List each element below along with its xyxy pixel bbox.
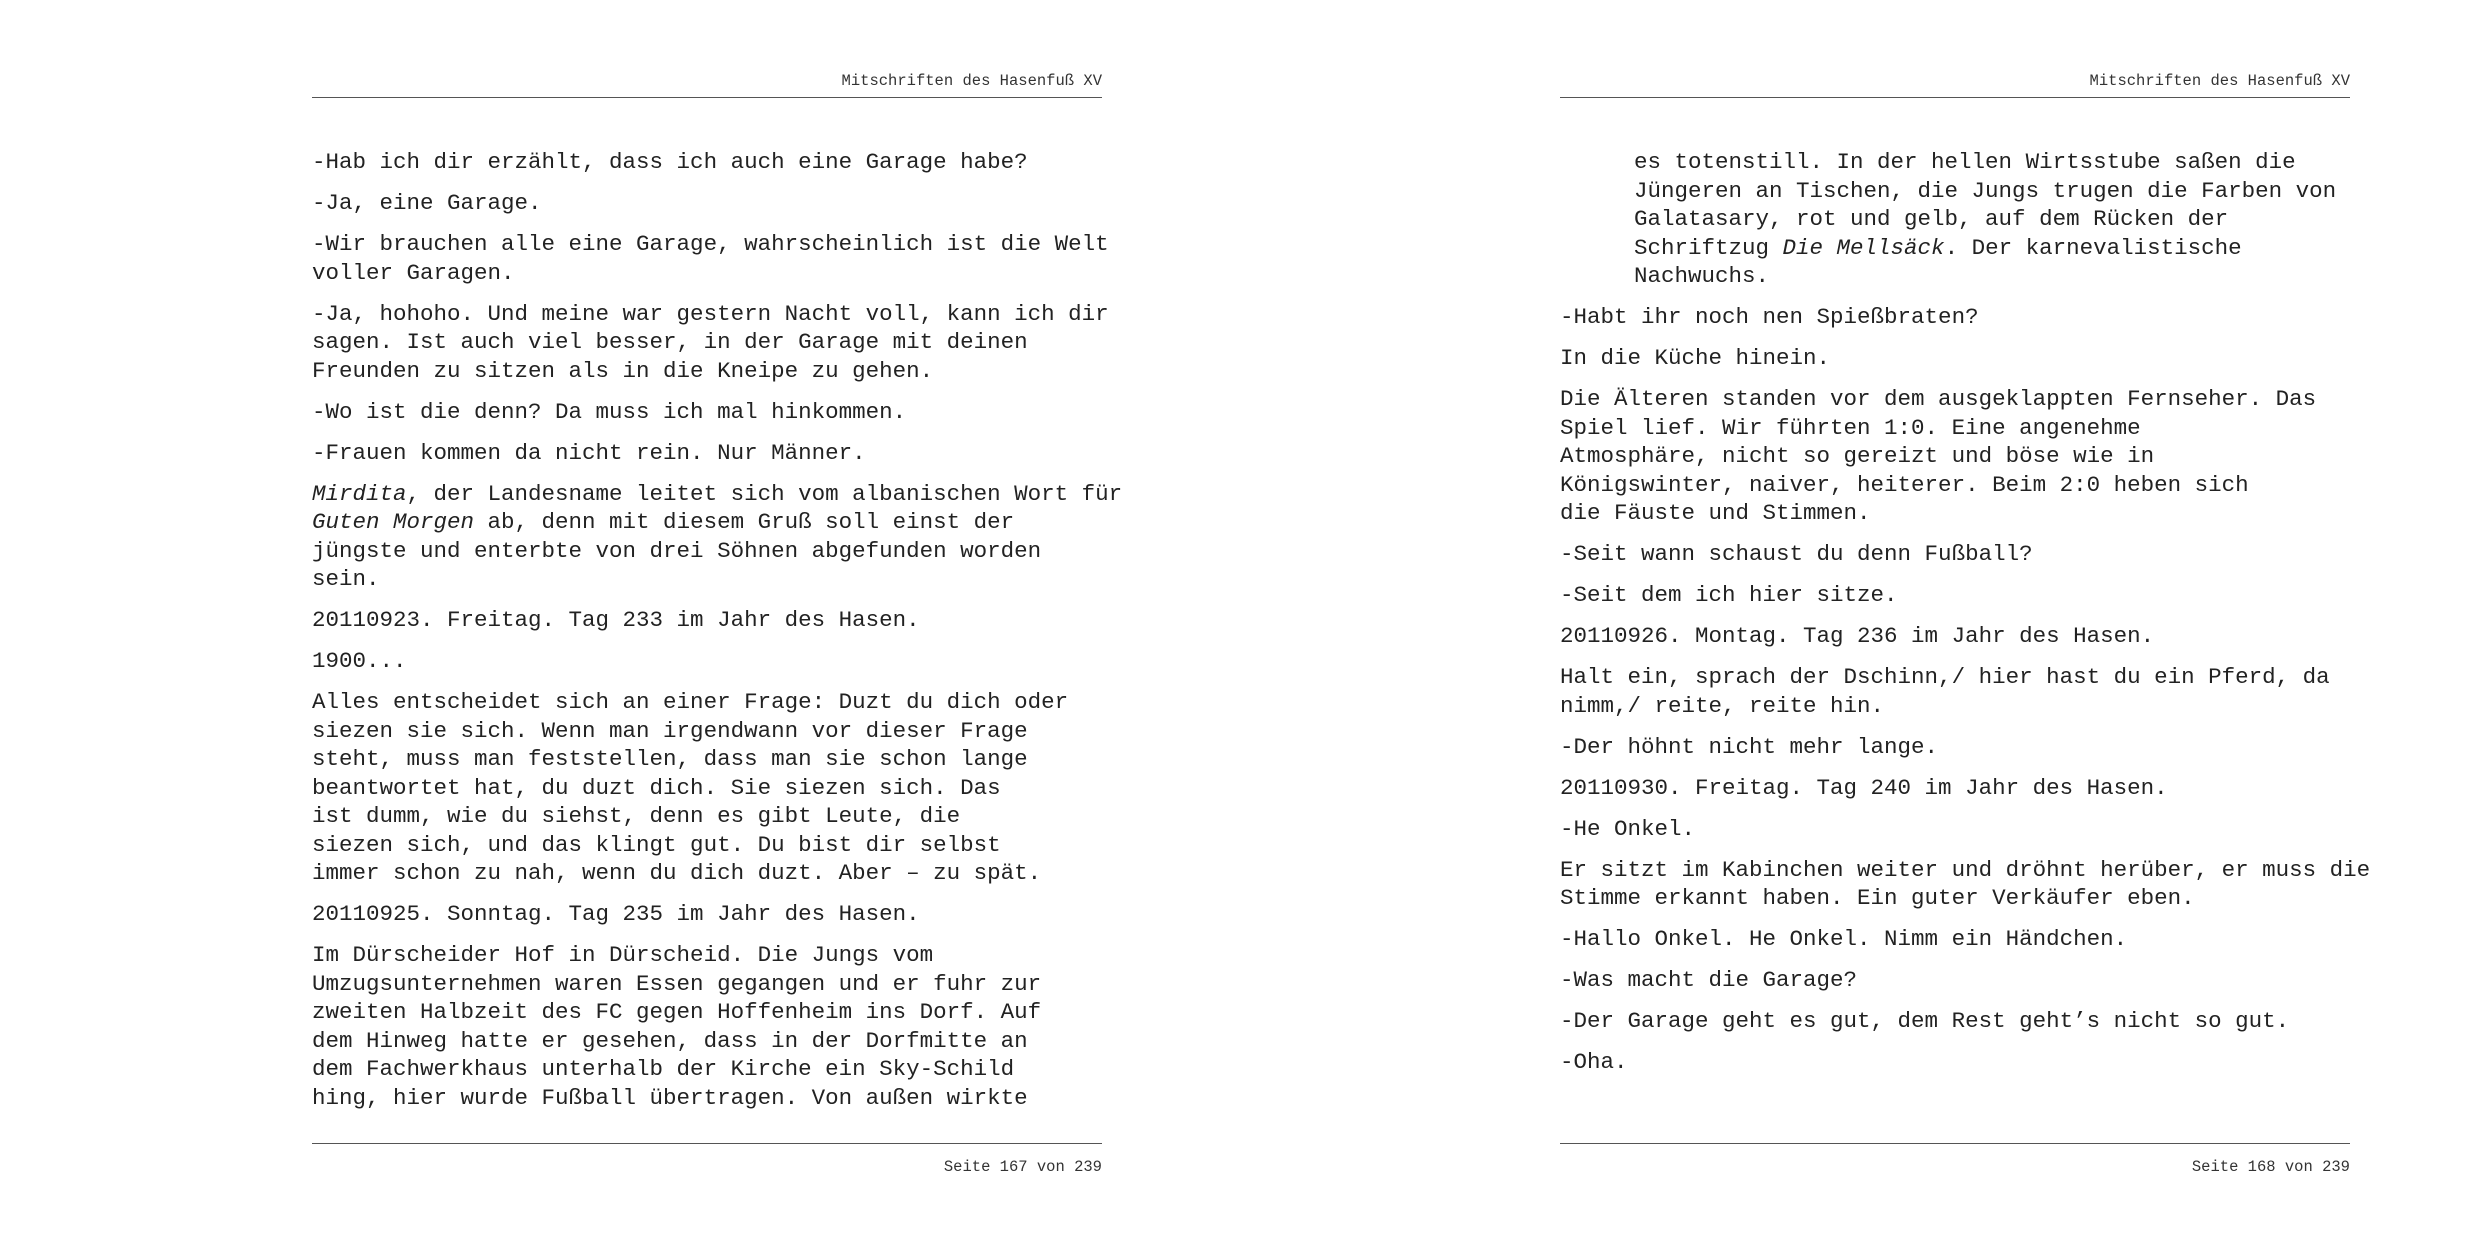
text-line [1560,385,2350,414]
header-rule [312,97,1102,98]
page-number: Seite 168 von 239 [2191,1158,2350,1176]
text-line [1560,774,2350,803]
text-segment: Schriftzug [1634,234,1783,261]
paragraph [312,230,1109,287]
text-line [312,745,1102,774]
text-line [312,802,1102,831]
text-line [312,970,1102,999]
page-left [312,0,1123,1240]
text-segment: jüngste und enterbte von drei Söhnen abgefunden worden [312,537,1042,564]
text-line [312,717,1102,746]
text-segment: Königswinter, naiver, heiterer. Beim 2:0 heben sich [1560,471,2249,498]
text-line [312,439,1102,468]
text-line [312,831,1102,860]
text-line [1560,581,2350,610]
page-right [1560,0,2371,1240]
text-segment: Galatasary, rot und gelb, auf dem Rücken der [1634,206,2229,232]
text-segment: dem Fachwerkhaus unterhalb der Kirche ein Sky-Schild [312,1056,1015,1082]
text-line [1560,1007,2350,1036]
italic-text: Die Mellsäck [1782,234,1945,261]
text-line [312,859,1102,888]
paragraph [312,688,1102,888]
text-segment: hing, hier wurde Fußball übertragen. Von außen wirkte [312,1084,1028,1111]
paragraph [312,439,1102,468]
text-segment: immer schon zu nah, wenn du dich duzt. Aber – zu spät. [312,860,1042,886]
text-line [312,1084,1102,1113]
text-line [312,1055,1102,1084]
text-line [312,998,1102,1027]
text-segment: -Was macht die Garage? [1560,967,1858,993]
page-body [312,148,1123,1125]
text-line [312,565,1102,594]
text-segment: dem Hinweg hatte er gesehen, dass in der Dorfmitte an [312,1027,1028,1054]
paragraph [1560,1007,2350,1036]
text-segment: beantwortet hat, du duzt dich. Sie siezen sich. Das [312,774,1001,801]
text-segment: 20110923. Freitag. Tag 233 im Jahr des Hasen. [312,607,920,633]
text-line [1560,925,2350,954]
text-line [312,941,1102,970]
text-line [1560,471,2350,500]
text-segment: steht, muss man feststellen, dass man sie schon lange [312,746,1028,772]
text-segment: . Der karnevalistische [1944,234,2242,261]
text-line [312,230,1109,259]
text-segment: -Ja, eine Garage. [312,190,542,216]
paragraph [312,398,1102,427]
text-line [1560,303,2350,332]
text-segment: 20110925. Sonntag. Tag 235 im Jahr des Hasen. [312,901,920,927]
text-line [312,606,1102,635]
text-segment: -Habt ihr noch nen Spießbraten? [1560,304,1979,330]
running-header: Mitschriften des Hasenfuß XV [841,72,1102,90]
page-number: Seite 167 von 239 [943,1158,1102,1176]
text-segment: -Hab ich dir erzählt, dass ich auch eine Garage habe? [312,149,1028,175]
paragraph [1560,581,2350,610]
text-line [312,148,1102,177]
text-line [1634,177,2350,206]
text-segment: -Wo ist die denn? Da muss ich mal hinkommen. [312,398,907,425]
paragraph [312,480,1123,594]
paragraph [312,606,1102,635]
paragraph [1560,856,2371,913]
paragraph [312,189,1102,218]
text-line [312,647,1102,676]
text-line [1560,344,2350,373]
footer-rule [312,1143,1102,1144]
text-segment: Spiel lief. Wir führten 1:0. Eine angenehme [1560,414,2141,441]
paragraph [312,647,1102,676]
text-segment: ab, denn mit diesem Gruß soll einst der [474,509,1015,535]
header-rule [1560,97,2350,98]
text-segment: Er sitzt im Kabinchen weiter und dröhnt herüber, er muss die [1560,856,2371,883]
paragraph [1560,925,2350,954]
text-segment: 1900... [312,648,407,674]
text-line [312,357,1102,386]
text-line [1560,692,2350,721]
text-segment: Im Dürscheider Hof in Dürscheid. Die Jungs vom [312,942,934,968]
text-segment: -Frauen kommen da nicht rein. Nur Männer. [312,439,866,466]
text-segment: Atmosphäre, nicht so gereizt und böse wie in [1560,443,2155,469]
text-segment: -He Onkel. [1560,815,1696,842]
text-segment: Stimme erkannt haben. Ein guter Verkäufer eben. [1560,885,2195,911]
text-line [1634,148,2350,177]
text-line [1560,815,2350,844]
text-line [1560,856,2371,885]
text-line [1560,663,2350,692]
paragraph [1560,774,2350,803]
text-segment: Umzugsunternehmen waren Essen gegangen und er fuhr zur [312,970,1042,997]
text-segment: zweiten Halbzeit des FC gegen Hoffenheim ins Dorf. Auf [312,999,1042,1025]
text-line [1560,884,2350,913]
text-line [1560,442,2350,471]
text-segment: Die Älteren standen vor dem ausgeklappten Fernseher. Das [1560,386,2317,412]
text-segment: Nachwuchs. [1634,263,1770,289]
text-segment: Freunden zu sitzen als in die Kneipe zu gehen. [312,357,934,384]
text-line [312,900,1102,929]
page-body [1560,148,2371,1089]
text-line [1634,205,2350,234]
text-line [312,259,1102,288]
text-segment: -Der höhnt nicht mehr lange. [1560,733,1939,760]
text-line [312,189,1102,218]
text-line [1560,733,2350,762]
text-segment: nimm,/ reite, reite hin. [1560,692,1885,719]
paragraph [1560,344,2350,373]
paragraph [1560,1048,2350,1077]
paragraph [312,900,1102,929]
italic-text: Guten Morgen [312,509,475,535]
paragraph [1560,540,2350,569]
text-segment: 20110930. Freitag. Tag 240 im Jahr des Hasen. [1560,774,2168,801]
text-segment: -Oha. [1560,1049,1628,1075]
text-line [1560,622,2350,651]
text-line [312,398,1102,427]
paragraph [1560,663,2350,720]
text-segment: siezen sich, und das klingt gut. Du bist dir selbst [312,831,1001,858]
text-line [1634,262,2350,291]
running-header: Mitschriften des Hasenfuß XV [2089,72,2350,90]
text-segment: voller Garagen. [312,259,515,286]
text-segment: -Wir brauchen alle eine Garage, wahrscheinlich ist die Welt [312,231,1109,257]
text-segment: die Fäuste und Stimmen. [1560,500,1871,526]
paragraph [1560,733,2350,762]
paragraph [312,148,1102,177]
text-segment: Alles entscheidet sich an einer Frage: Duzt du dich oder [312,689,1069,715]
paragraph [312,300,1109,386]
footer-rule [1560,1143,2350,1144]
text-line [312,688,1102,717]
text-segment: sagen. Ist auch viel besser, in der Garage mit deinen [312,329,1028,355]
paragraph [1560,303,2350,332]
text-line [312,537,1102,566]
paragraph-continued [1560,148,2350,291]
text-line [312,1027,1102,1056]
text-segment: -Seit dem ich hier sitze. [1560,582,1898,608]
paragraph [1560,622,2350,651]
text-line [1560,414,2350,443]
text-segment: , der Landesname leitet sich vom albanischen Wort für [406,480,1123,507]
text-line [312,774,1102,803]
text-line [1560,966,2350,995]
text-line [1634,234,2350,263]
paragraph [1560,385,2350,528]
text-segment: 20110926. Montag. Tag 236 im Jahr des Hasen. [1560,623,2155,649]
italic-text: Mirdita [312,480,407,507]
text-segment: -Seit wann schaust du denn Fußball? [1560,541,2033,567]
paragraph [312,941,1102,1112]
text-segment: sein. [312,566,380,592]
text-line [312,328,1102,357]
text-segment: -Ja, hohoho. Und meine war gestern Nacht voll, kann ich dir [312,300,1109,327]
text-line [1560,1048,2350,1077]
text-segment: In die Küche hinein. [1560,345,1831,371]
text-segment: siezen sie sich. Wenn man irgendwann vor dieser Frage [312,717,1028,744]
text-line [1560,540,2350,569]
text-segment: ist dumm, wie du siehst, denn es gibt Leute, die [312,803,961,829]
text-line [312,300,1109,329]
text-line [312,480,1123,509]
text-line [1560,499,2350,528]
paragraph [1560,815,2350,844]
text-segment: Jüngeren an Tischen, die Jungs trugen die Farben von [1634,177,2337,204]
text-segment: es totenstill. In der hellen Wirtsstube saßen die [1634,149,2296,175]
text-segment: -Der Garage geht es gut, dem Rest geht’s nicht so gut. [1560,1008,2290,1034]
paragraph [1560,966,2350,995]
text-segment: -Hallo Onkel. He Onkel. Nimm ein Händchen. [1560,926,2128,952]
text-segment: Halt ein, sprach der Dschinn,/ hier hast du ein Pferd, da [1560,664,2330,690]
text-line [312,508,1102,537]
